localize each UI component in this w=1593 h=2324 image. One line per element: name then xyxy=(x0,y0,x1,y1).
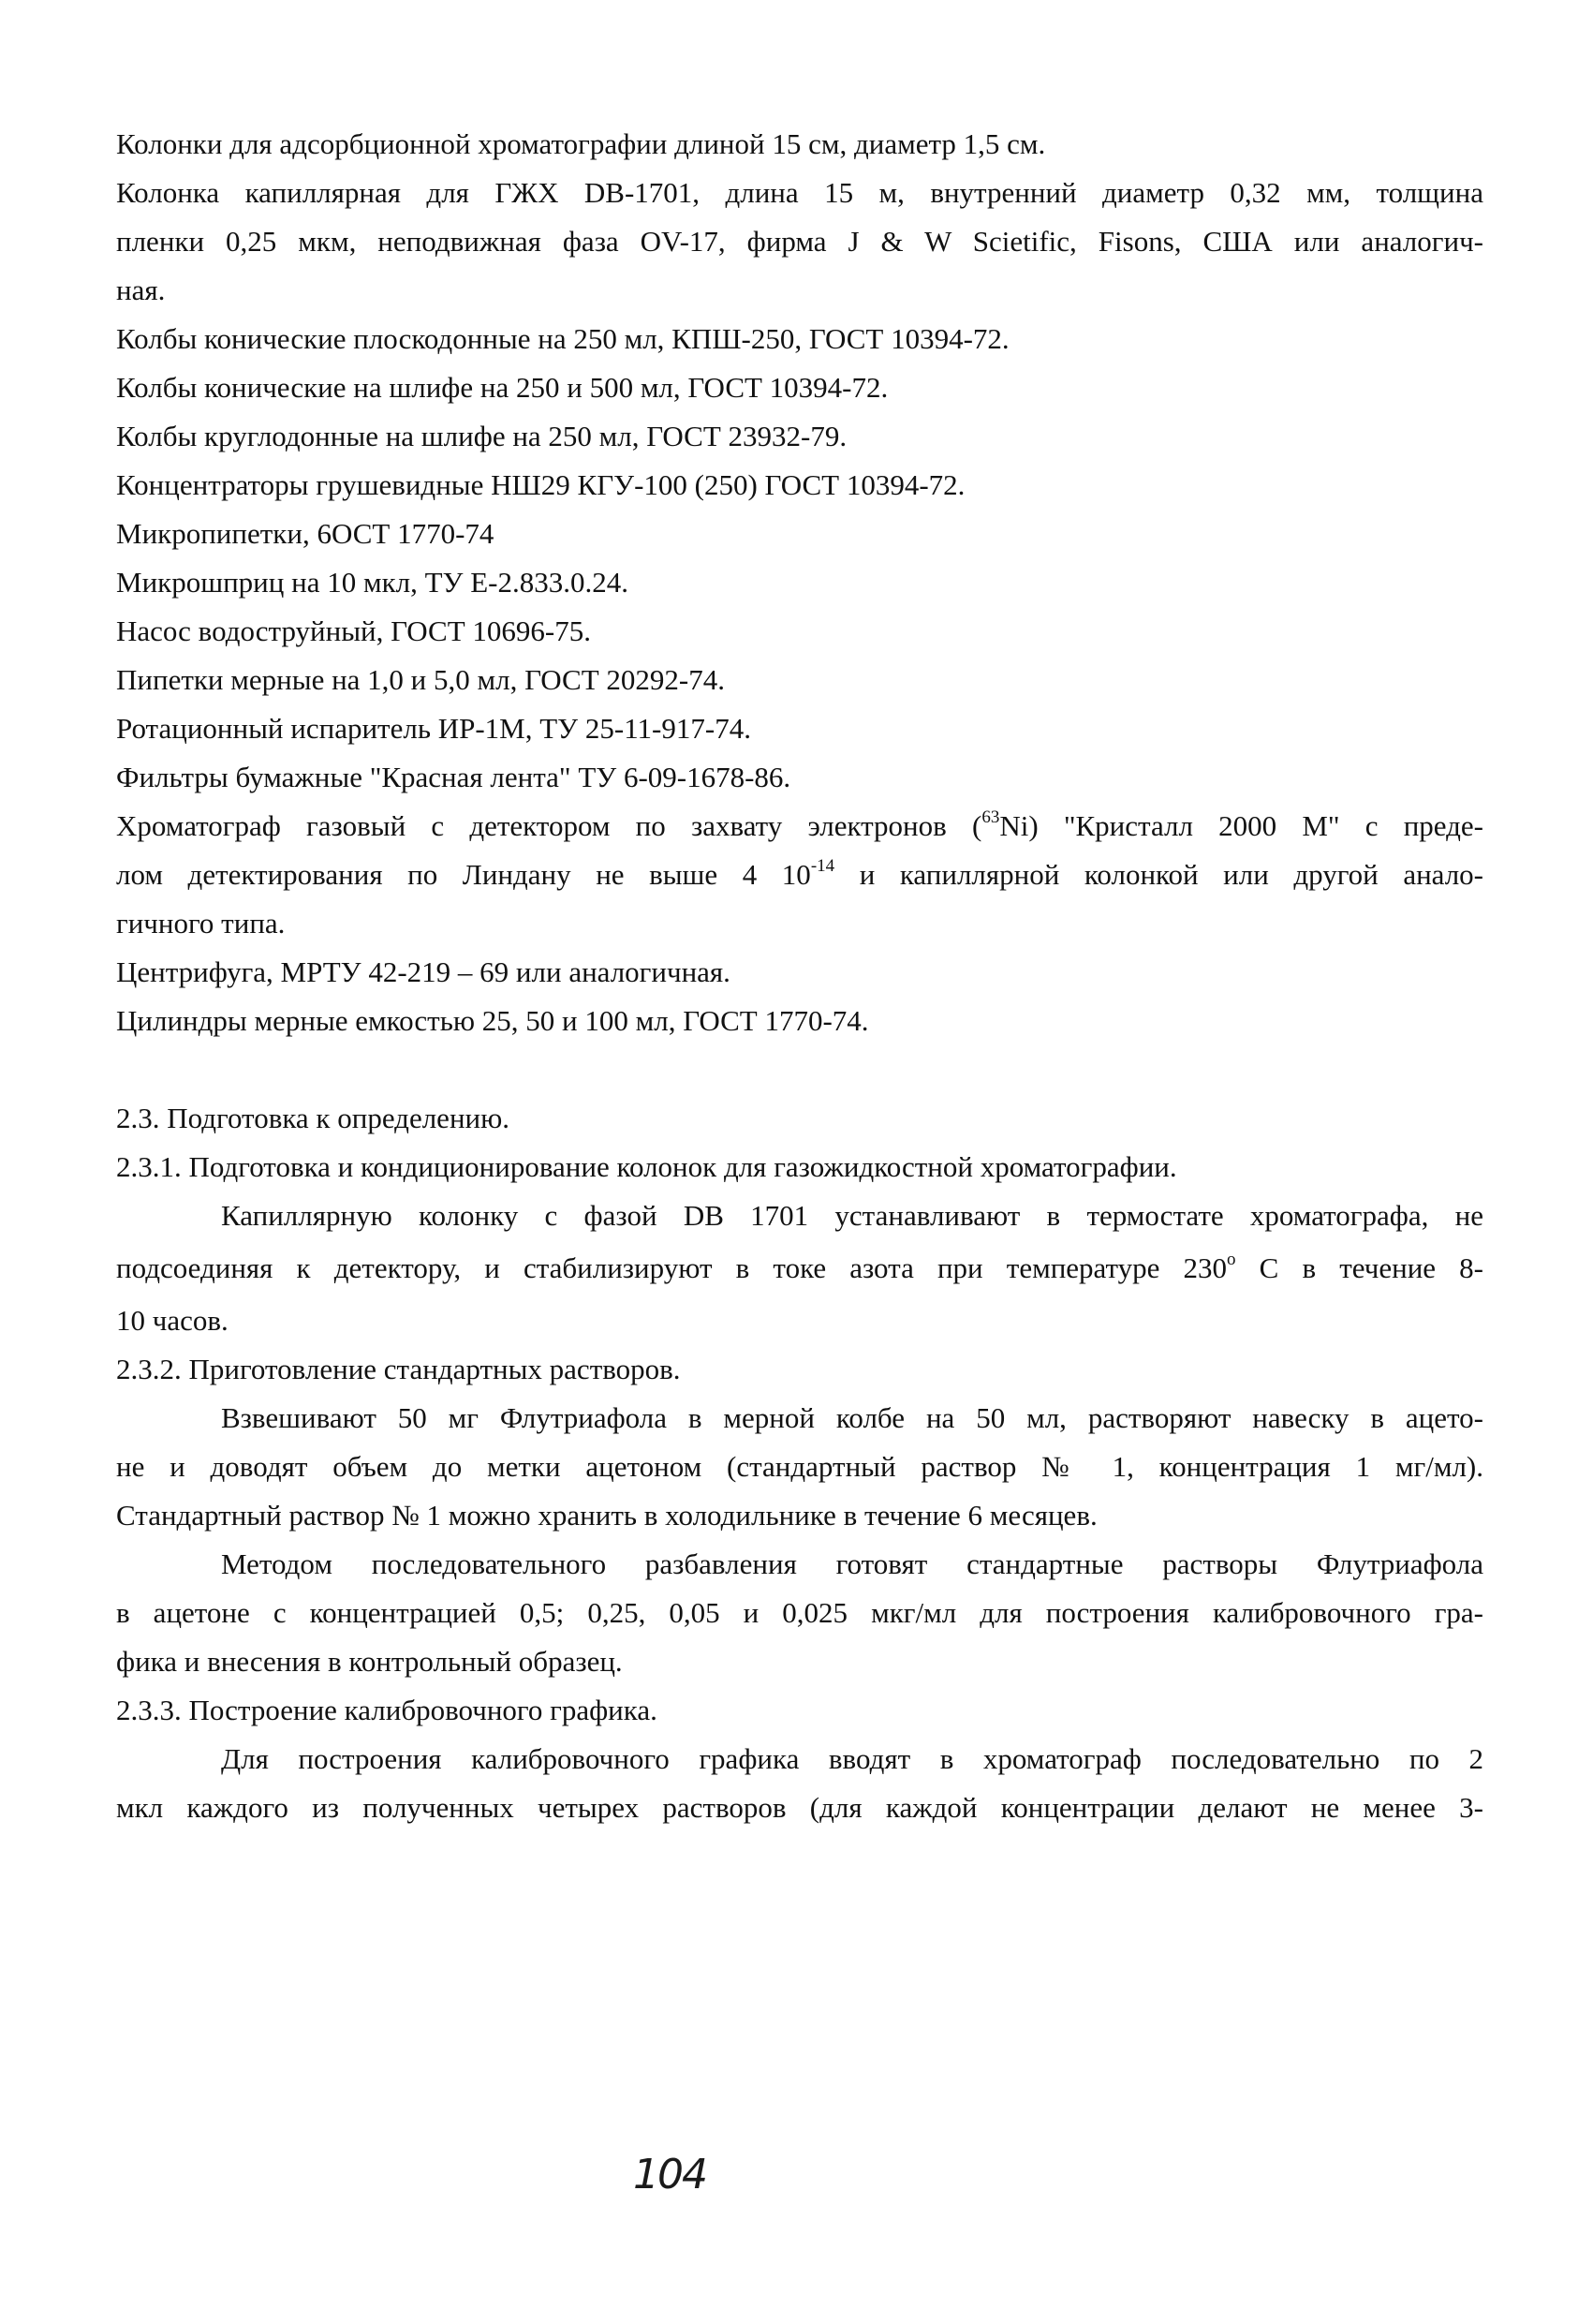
paragraph-line: в ацетоне с концентрацией 0,5; 0,25, 0,05 и 0,025 мкг/мл для построения калибровочного гра- xyxy=(116,1596,1483,1629)
text-span: и капиллярной колонкой или другой анало- xyxy=(834,858,1483,891)
text-line: Колонки для адсорбционной хроматографии длиной 15 см, диаметр 1,5 см. xyxy=(116,127,1046,160)
text-line: ная. xyxy=(116,274,166,306)
paragraph-line: Взвешивают 50 мг Флутриафола в мерной колбе на 50 мл, растворяют навеску в ацето- xyxy=(221,1401,1483,1434)
subsection-heading: 2.3.3. Построение калибровочного графика. xyxy=(116,1694,657,1726)
text-line: пленки 0,25 мкм, неподвижная фаза OV-17, фирма J & W Scietific, Fisons, США или аналогич- xyxy=(116,225,1483,258)
exponent-superscript: -14 xyxy=(810,856,835,876)
document-page xyxy=(116,120,1483,1832)
text-span: лом детектирования по Линдану не выше 4 10 xyxy=(116,858,811,891)
text-span: Ni) "Кристалл 2000 М" с преде- xyxy=(999,809,1483,842)
text-line: Пипетки мерные на 1,0 и 5,0 мл, ГОСТ 20292-74. xyxy=(116,663,725,696)
text-line: Концентраторы грушевидные НШ29 КГУ-100 (250) ГОСТ 10394-72. xyxy=(116,468,966,501)
text-line: Колонка капиллярная для ГЖХ DB-1701, длина 15 м, внутренний диаметр 0,32 мм, толщина xyxy=(116,176,1483,209)
section-heading: 2.3. Подготовка к определению. xyxy=(116,1102,510,1134)
text-span: С в течение 8- xyxy=(1235,1251,1483,1284)
text-line: Цилиндры мерные емкостью 25, 50 и 100 мл, ГОСТ 1770-74. xyxy=(116,1004,869,1037)
paragraph-line xyxy=(116,1240,1483,1296)
text-line xyxy=(116,802,1483,851)
paragraph-line: 10 часов. xyxy=(116,1304,229,1337)
text-line: Колбы конические плоскодонные на 250 мл, КПШ-250, ГОСТ 10394-72. xyxy=(116,322,1010,355)
text-line: Колбы конические на шлифе на 250 и 500 мл, ГОСТ 10394-72. xyxy=(116,371,889,404)
subsection-heading: 2.3.2. Приготовление стандартных растворов. xyxy=(116,1353,681,1385)
text-line: Микрошприц на 10 мкл, ТУ Е-2.833.0.24. xyxy=(116,566,628,599)
degree-superscript: о xyxy=(1227,1250,1236,1269)
text-span: подсоединяя к детектору, и стабилизируют в токе азота при температуре 230 xyxy=(116,1251,1228,1284)
paragraph-line: мкл каждого из полученных четырех растворов (для каждой концентрации делают не менее 3- xyxy=(116,1791,1483,1824)
paragraph-line: Методом последовательного разбавления готовят стандартные растворы Флутриафола xyxy=(221,1547,1483,1580)
text-line xyxy=(116,851,1483,899)
text-line: гичного типа. xyxy=(116,907,286,940)
text-span: Хроматограф газовый с детектором по захвату электронов ( xyxy=(116,809,982,842)
paragraph-line: Стандартный раствор № 1 можно хранить в холодильнике в течение 6 месяцев. xyxy=(116,1499,1098,1532)
paragraph-line: Капиллярную колонку с фазой DB 1701 устанавливают в термостате хроматографа, не xyxy=(221,1199,1483,1232)
subsection-heading: 2.3.1. Подготовка и кондиционирование колонок для газожидкостной хроматографии. xyxy=(116,1150,1177,1183)
text-line: Микропипетки, 6ОСТ 1770-74 xyxy=(116,517,494,550)
text-line: Центрифуга, МРТУ 42-219 – 69 или аналогичная. xyxy=(116,955,730,988)
text-line: Фильтры бумажные "Красная лента" ТУ 6-09-1678-86. xyxy=(116,761,791,793)
text-line: Насос водоструйный, ГОСТ 10696-75. xyxy=(116,614,591,647)
text-line: Колбы круглодонные на шлифе на 250 мл, ГОСТ 23932-79. xyxy=(116,420,848,452)
isotope-superscript: 63 xyxy=(981,807,1000,827)
spacer xyxy=(116,1045,1483,1094)
paragraph-line: Для построения калибровочного графика вводят в хроматограф последовательно по 2 xyxy=(221,1742,1483,1775)
page-number: 104 xyxy=(633,2151,706,2198)
text-line: Ротационный испаритель ИР-1М, ТУ 25-11-917-74. xyxy=(116,712,751,745)
paragraph-line: фика и внесения в контрольный образец. xyxy=(116,1645,623,1678)
paragraph-line: не и доводят объем до метки ацетоном (стандартный раствор № 1, концентрация 1 мг/мл). xyxy=(116,1450,1483,1483)
